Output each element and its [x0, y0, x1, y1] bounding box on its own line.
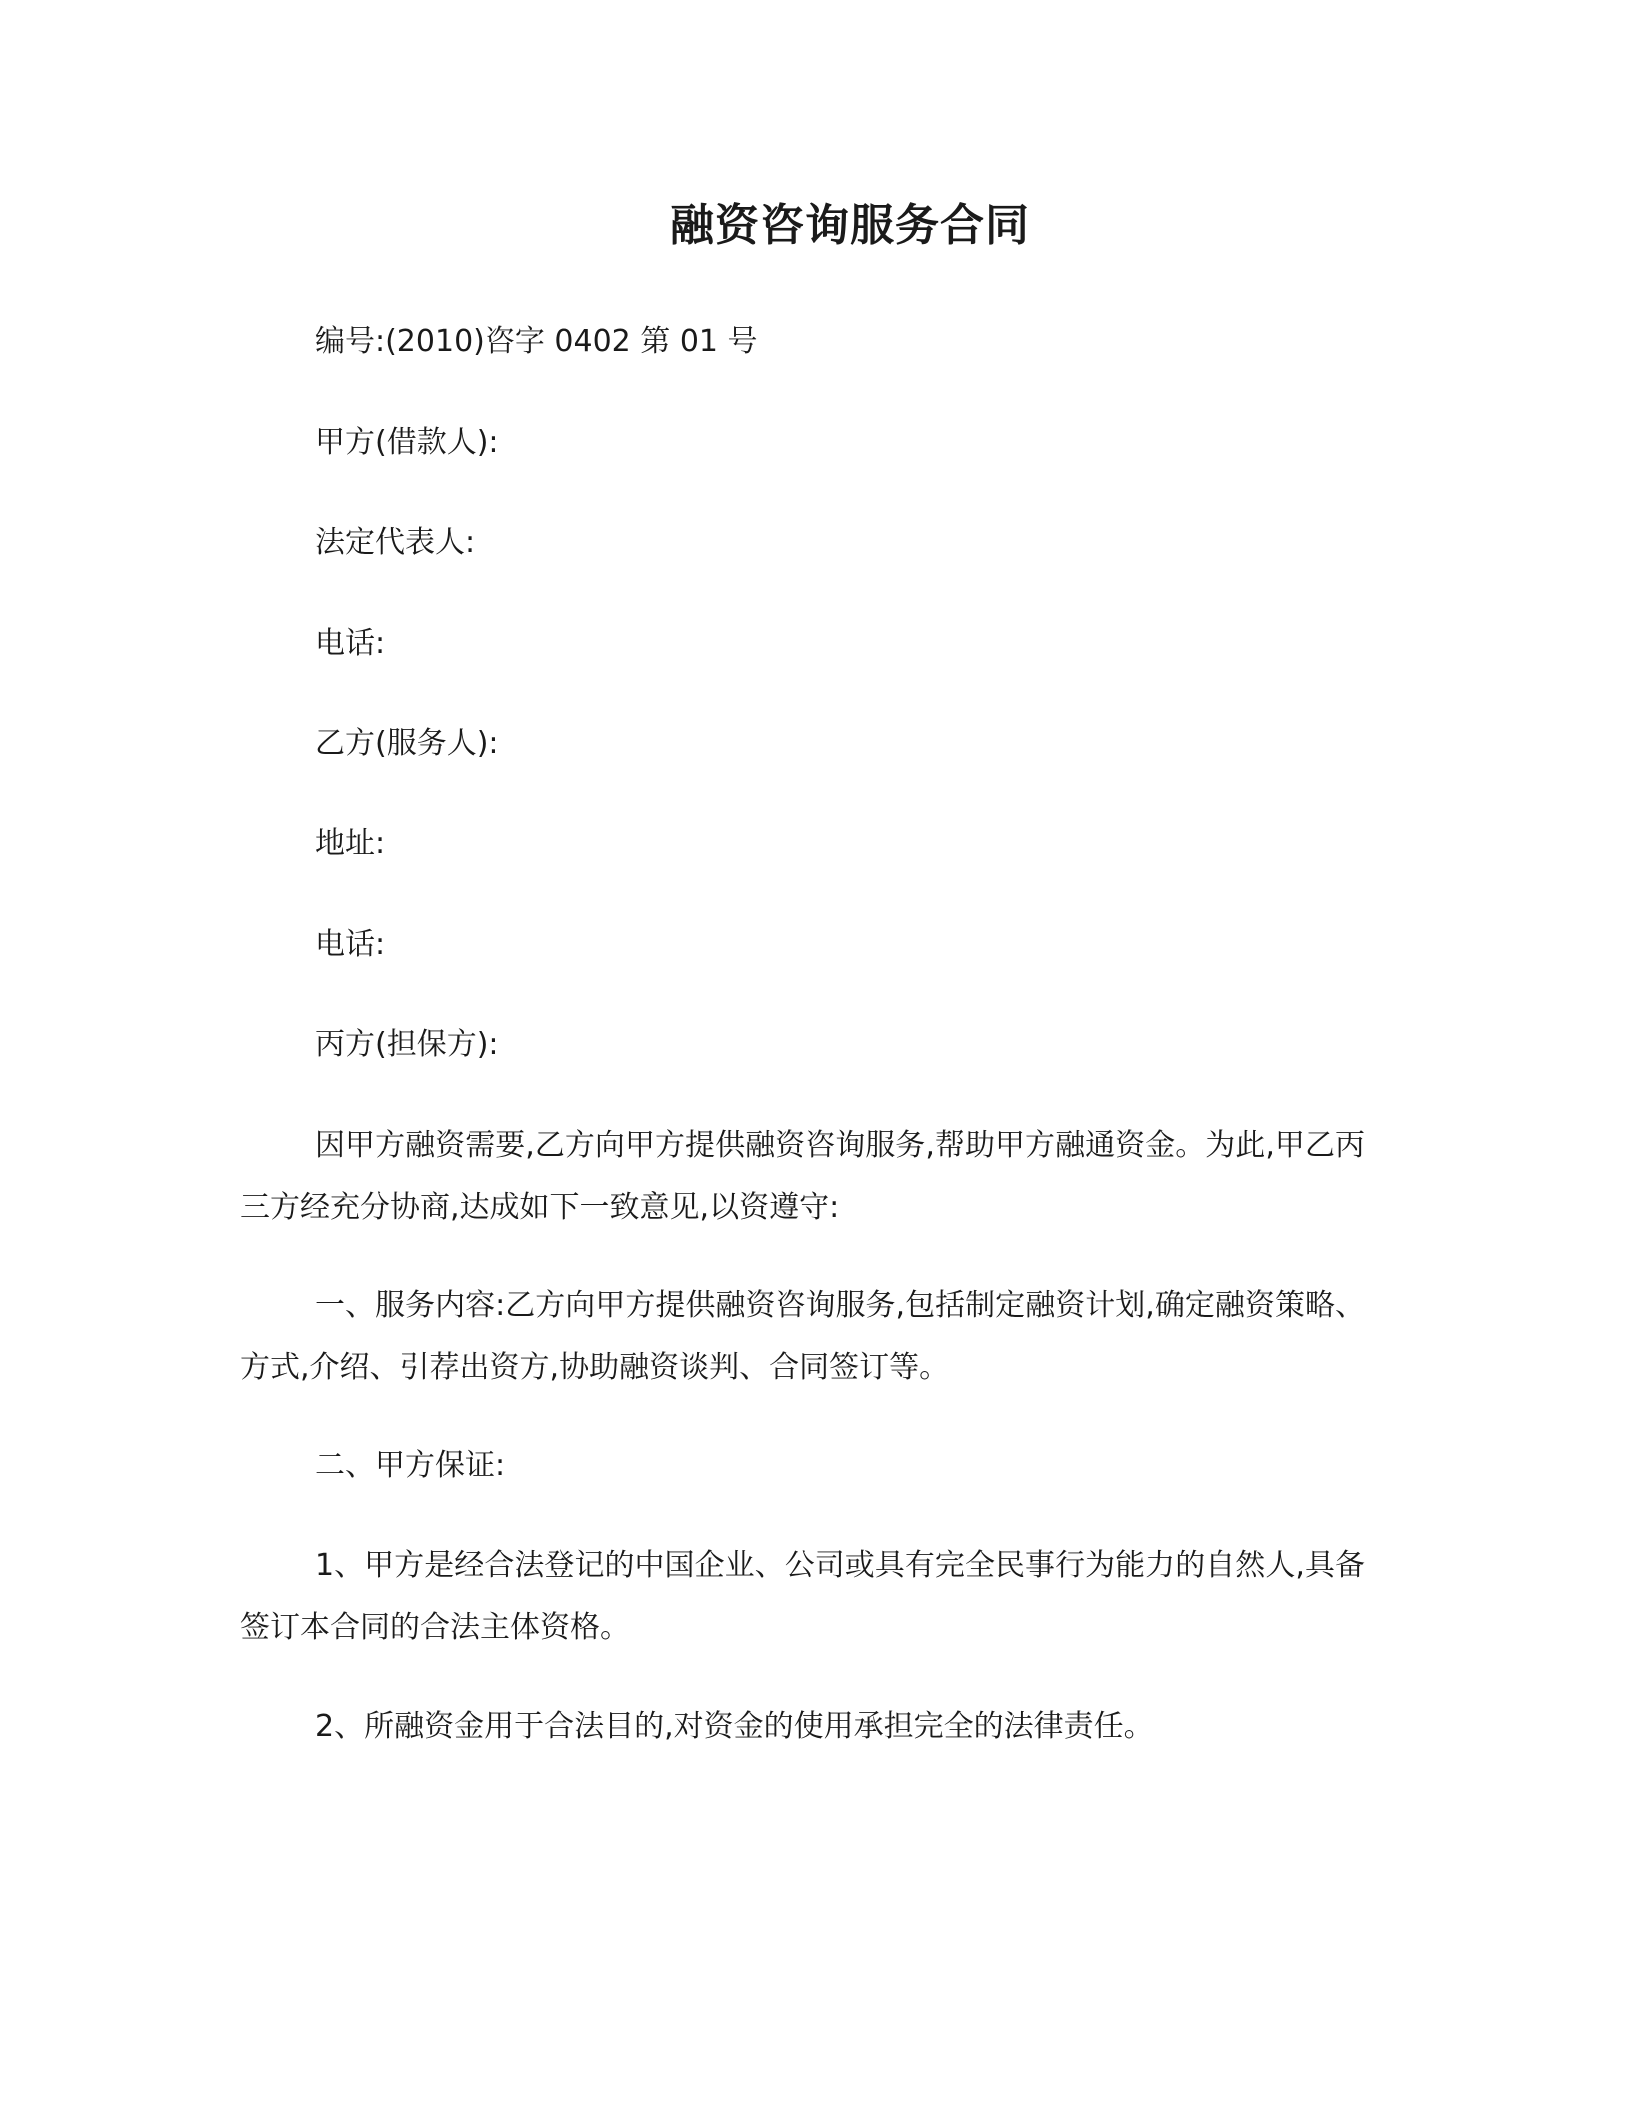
clause-1-service-content: 一、服务内容:乙方向甲方提供融资咨询服务,包括制定融资计划,确定融资策略、方式,介绍、引荐出资方,协助融资谈判、合同签订等。: [240, 1288, 1365, 1385]
clause-2-item-2: 2、所融资金用于合法目的,对资金的使用承担完全的法律责任。: [315, 1709, 1154, 1744]
contract-number: 编号:(2010)咨字 0402 第 01 号: [315, 324, 758, 359]
party-c-guarantor-label: 丙方(担保方):: [315, 1027, 499, 1062]
clause-2-item-1: 1、甲方是经合法登记的中国企业、公司或具有完全民事行为能力的自然人,具备签订本合同的合法主体资格。: [240, 1548, 1365, 1645]
party-b-servicer-label: 乙方(服务人):: [315, 726, 499, 761]
legal-representative-label: 法定代表人:: [315, 525, 476, 560]
party-b-address-label: 地址:: [315, 826, 386, 861]
document-title: 融资咨询服务合同: [670, 200, 1030, 251]
party-a-phone-label: 电话:: [315, 626, 386, 661]
clause-2-heading: 二、甲方保证:: [315, 1448, 506, 1483]
preamble-paragraph: 因甲方融资需要,乙方向甲方提供融资咨询服务,帮助甲方融通资金。为此,甲乙丙三方经充分协商,达成如下一致意见,以资遵守:: [240, 1128, 1365, 1225]
party-b-phone-label: 电话:: [315, 927, 386, 962]
party-a-borrower-label: 甲方(借款人):: [315, 425, 499, 460]
